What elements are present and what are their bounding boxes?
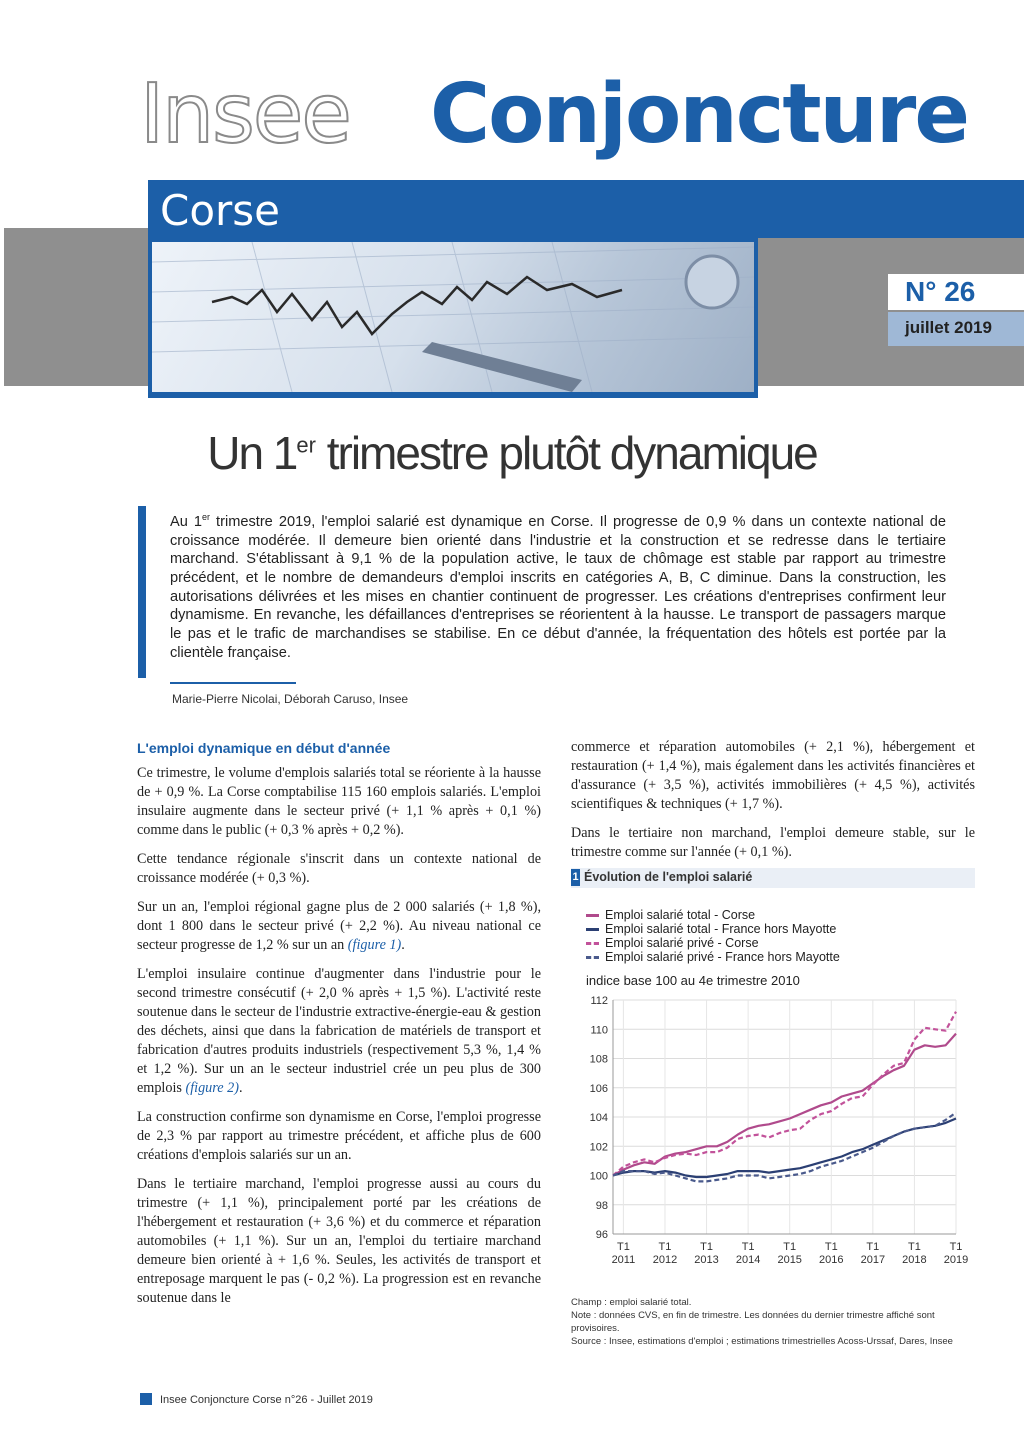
region-name: Corse [160, 186, 281, 235]
x-tick-label: T1 [824, 1241, 838, 1253]
chart-unit-label: indice base 100 au 4e trimestre 2010 [586, 973, 800, 988]
x-tick-label: T1 [700, 1241, 713, 1253]
issue-date: juillet 2019 [905, 318, 992, 337]
paragraph-end: . [401, 937, 405, 953]
paragraph: commerce et réparation automobiles (+ 2,1 %), hébergement et restauration (+ 1,4 %), mais également dans les activités financières et d'assurance (+ 3,5 %), activités immobilières (+ 4,5 %), activités scientifiques & techniques (+ 1,7 %). [571, 739, 975, 812]
y-tick-label: 98 [595, 1199, 608, 1212]
x-tick-label: T1 [949, 1241, 963, 1253]
x-tick-label: T1 [908, 1241, 921, 1253]
x-tick-label: T1 [741, 1241, 755, 1253]
lead-post: trimestre 2019, l'emploi salarié est dynamique en Corse. Il progresse de 0,9 % dans un contexte national de croissance modérée. Il demeure bien orienté dans l'industrie et la construction et se redresse dans le tertiaire marchand. S'établissant à 9,1 % de la population active, le taux de chômage est stable par rapport au trimestre précédent, et le nombre de demandeurs d'emploi inscrits en catégories A, B, C diminue. Dans la construction, les autorisations délivrées et les mises en chantier continuent de progresser. Les créations d'entreprises confirment leur dynamisme. En revanche, les défaillances d'entreprises se réorientent à la hausse. Le transport de passagers marque le pas et le trafic de marchandises se stabilise. En ce début d'année, la fréquentation des hôtels est portée par la clientèle française. [170, 513, 946, 661]
lead-rule [170, 682, 296, 684]
x-tick-label: T1 [866, 1241, 880, 1253]
paragraph: Cette tendance régionale s'inscrit dans un contexte national de croissance modérée (+ 0,3 %). [137, 851, 541, 886]
paragraph-text: Sur un an, l'emploi régional gagne plus de 2 000 salariés (+ 1,8 %), dont 1 800 dans le secteur privé (+ 2,2 %). Au niveau national ce secteur progresse de 1,2 % sur un an [137, 899, 541, 953]
footer-text: Insee Conjoncture Corse n°26 - Juillet 2019 [160, 1394, 373, 1406]
y-tick-label: 96 [595, 1229, 608, 1241]
legend-item-prive-corse [586, 936, 840, 950]
x-tick-year: 2015 [777, 1254, 802, 1266]
title-sup: er [296, 432, 316, 458]
paragraph [137, 898, 541, 955]
issue-number: N° 26 [905, 276, 976, 307]
stock-chart-illustration [152, 242, 754, 392]
y-tick-label: 112 [590, 995, 608, 1007]
paragraph: La construction confirme son dynamisme en Corse, l'emploi progresse de 2,3 % par rapport au trimestre précédent, et affiche plus de 600 créations d'emplois salariés sur un an. [137, 1109, 541, 1163]
lead-pre: Au 1 [170, 513, 202, 530]
paragraph [137, 965, 541, 1098]
lead-paragraph [170, 508, 946, 662]
brand-conjoncture: Conjoncture [430, 67, 968, 162]
legend-swatch [586, 942, 599, 945]
figure-number: 1 [571, 869, 580, 886]
figure-2-link[interactable]: (figure 2) [185, 1080, 239, 1096]
paragraph-end: . [238, 1080, 243, 1096]
employment-line-chart [571, 990, 975, 1280]
note-source: Source : Insee, estimations d'emploi ; estimations trimestrielles Acoss-Urssaf, Dares, Insee [571, 1336, 953, 1347]
legend-swatch [586, 914, 599, 917]
lead-accent-bar [138, 506, 146, 678]
note-champ: Champ : emploi salarié total. [571, 1297, 692, 1308]
legend-item-prive-france [586, 950, 840, 964]
page-title [0, 426, 1024, 480]
x-tick-year: 2014 [735, 1254, 761, 1266]
x-tick-year: 2013 [694, 1254, 719, 1266]
y-tick-label: 102 [589, 1141, 608, 1154]
legend-label: Emploi salarié privé - France hors Mayotte [605, 950, 840, 964]
y-tick-label: 106 [589, 1082, 608, 1095]
paragraph: Dans le tertiaire non marchand, l'emploi demeure stable, sur le trimestre comme sur l'année (+ 0,1 %). [571, 825, 975, 860]
series-line-1 [613, 1119, 956, 1178]
paragraph-text: L'emploi insulaire continue d'augmenter dans l'industrie pour le second trimestre consécutif (+ 2,0 % après + 1,5 %). L'activité reste soutenue dans le secteur de l'industrie extractive-énergie-eau & gestion des déchets, ainsi que dans la fabrication de matériels de transport et fabrication d'autres produits industriels (respectivement 5,3 %, 1,4 % et 1,2 %). Sur un an le secteur industriel crée un peu plus de 300 emplois [137, 966, 541, 1096]
lead-sup: er [202, 512, 211, 522]
y-tick-label: 100 [589, 1170, 608, 1183]
section-title: L'emploi dynamique en début d'année [137, 740, 391, 756]
footer-square-icon [140, 1393, 152, 1405]
header-photo [148, 238, 758, 398]
x-tick-label: T1 [658, 1241, 672, 1253]
legend-label: Emploi salarié privé - Corse [605, 936, 759, 950]
left-column [137, 764, 541, 1318]
x-tick-label: T1 [616, 1241, 630, 1253]
series-line-0 [613, 1034, 956, 1176]
x-tick-year: 2018 [902, 1254, 927, 1266]
figure-1-link[interactable]: (figure 1) [347, 937, 402, 953]
paragraph: Dans le tertiaire marchand, l'emploi progresse aussi au cours du trimestre (+ 1,1 %), principalement porté par les créations de l'hébergement et restauration (+ 3,6 %) et du commerce et réparation automobiles (+ 1,1 %). Sur un an, l'emploi du tertiaire marchand demeure bien orienté à + 1,6 %. Seules, les activités de transport et entreposage marquent le pas (- 0,2 %). La progression est en revanche soutenue dans le [137, 1176, 541, 1306]
illustration-graphic [152, 242, 754, 392]
legend-label: Emploi salarié total - Corse [605, 908, 756, 922]
legend-swatch [586, 956, 599, 959]
y-tick-label: 108 [589, 1053, 608, 1066]
title-post: trimestre plutôt dynamique [315, 427, 817, 479]
legend-item-total-france [586, 922, 840, 936]
x-tick-year: 2016 [819, 1254, 844, 1266]
note-data: Note : données CVS, en fin de trimestre. Les données du dernier trimestre affiché sont provisoires. [571, 1310, 935, 1334]
x-tick-year: 2011 [611, 1254, 636, 1266]
y-tick-label: 110 [590, 1024, 608, 1037]
x-tick-year: 2019 [943, 1254, 969, 1266]
brand-insee: Insee [140, 67, 350, 162]
series-line-2 [613, 1012, 956, 1176]
legend-item-total-corse [586, 908, 840, 922]
x-tick-year: 2012 [652, 1254, 678, 1266]
legend-label: Emploi salarié total - France hors Mayotte [605, 922, 837, 936]
legend-swatch [586, 928, 599, 931]
right-column [571, 738, 975, 872]
x-tick-year: 2017 [860, 1254, 886, 1266]
figure-title: Évolution de l'emploi salarié [584, 870, 753, 884]
paragraph: Ce trimestre, le volume d'emplois salariés total se réoriente à la hausse de + 0,9 %. La Corse comptabilise 115 160 emplois salariés. L'emploi insulaire augmente dans le secteur privé (+ 1,1 % après + 0,1 %) comme dans le public (+ 0,3 % après + 0,2 %). [137, 765, 541, 838]
title-pre: Un 1 [207, 427, 297, 479]
y-tick-label: 104 [589, 1112, 608, 1124]
chart-legend [586, 908, 840, 964]
authors: Marie-Pierre Nicolai, Déborah Caruso, Insee [172, 692, 409, 706]
x-tick-label: T1 [783, 1241, 797, 1253]
figure-notes [571, 1296, 975, 1348]
